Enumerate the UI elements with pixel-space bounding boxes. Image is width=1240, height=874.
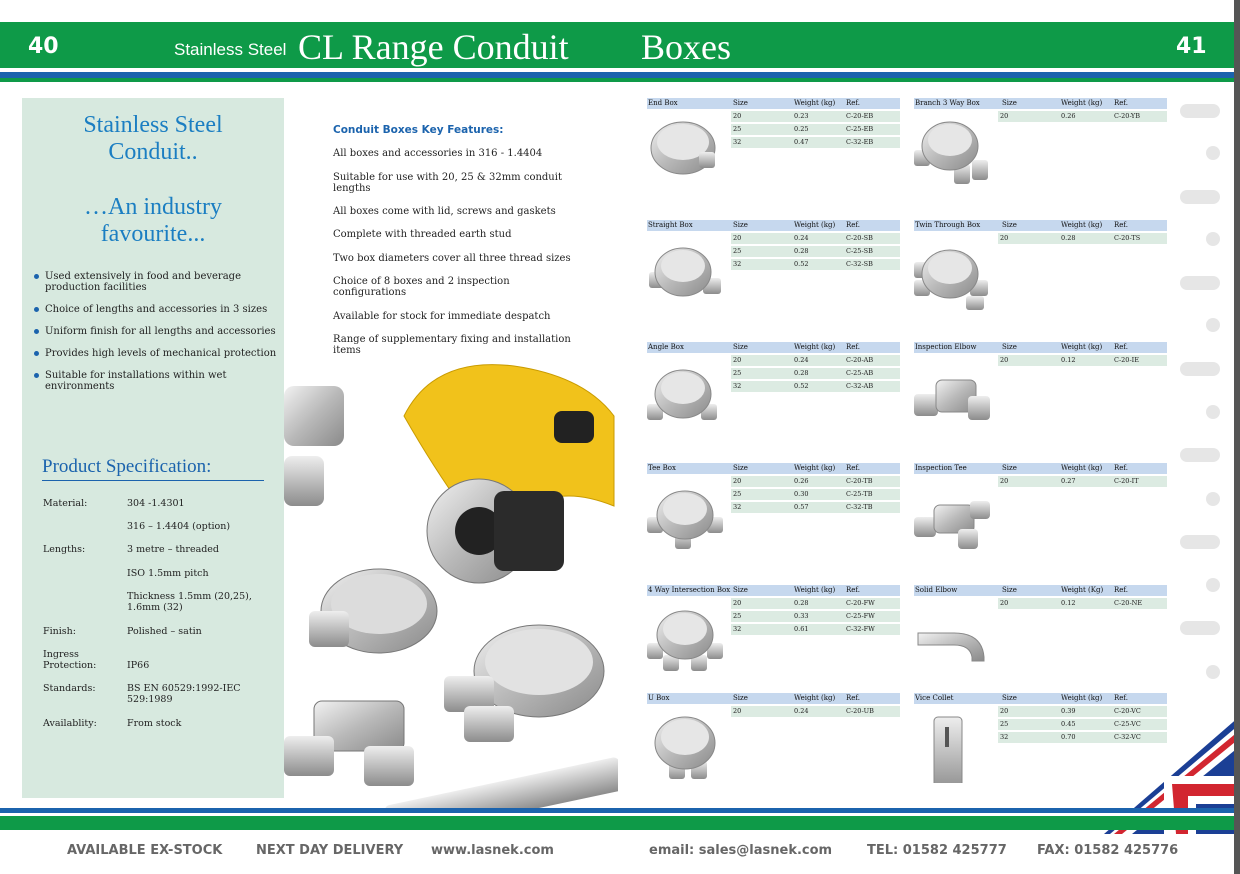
solid-elbow-image [914,599,994,675]
cell-ref: C-32-AB [846,382,874,390]
table-row [731,368,900,379]
cell-weight: 0.25 [794,125,809,133]
table-row [731,137,900,148]
feature-item: Choice of 8 boxes and 2 inspection configurations [333,276,510,298]
table-header [914,98,1167,109]
cell-weight: 0.52 [794,382,809,390]
col-weight: Weight (kg) [794,464,836,472]
page-tab [1180,621,1220,635]
cell-ref: C-32-EB [846,138,874,146]
col-size: Size [1002,694,1017,702]
left-info-panel [22,98,284,798]
table-row [731,706,900,717]
panel-heading-line: Stainless Steel [83,112,223,138]
cell-ref: C-20-AB [846,356,874,364]
cell-weight: 0.70 [1061,733,1076,741]
cell-weight: 0.24 [794,707,809,715]
product-name: Inspection Tee [915,464,967,472]
cell-ref: C-20-UB [846,707,874,715]
table-header [647,220,900,231]
spec-value-material: 304 -1.4301 [127,498,185,509]
cell-size: 20 [733,599,742,607]
inspection-tee-image [914,477,994,553]
spec-value-pitch: ISO 1.5mm pitch [127,568,209,579]
cell-weight: 0.45 [1061,720,1076,728]
spec-label-ingress: Ingress [43,649,79,660]
cell-ref: C-32-SB [846,260,873,268]
col-ref: Ref. [1114,99,1128,107]
branch-box-image [914,112,994,188]
col-ref: Ref. [1114,343,1128,351]
cell-size: 20 [733,707,742,715]
cell-weight: 0.30 [794,490,809,498]
cell-weight: 0.24 [794,356,809,364]
benefit-list [34,271,280,403]
col-size: Size [1002,464,1017,472]
cell-weight: 0.47 [794,138,809,146]
spec-value-finish: Polished – satin [127,626,202,637]
page-tab [1180,276,1220,290]
spec-label-protection: Protection: [43,660,97,671]
cell-weight: 0.28 [794,369,809,377]
page-tab [1206,232,1220,246]
col-size: Size [1002,343,1017,351]
benefit-item: Choice of lengths and accessories in 3 sizes [34,304,280,315]
col-ref: Ref. [846,343,860,351]
product-name: Twin Through Box [915,221,981,229]
table-header [914,342,1167,353]
col-ref: Ref. [846,586,860,594]
cell-ref: C-20-VC [1114,707,1141,715]
twin-through-box-image [914,234,994,310]
cell-size: 25 [733,612,742,620]
header-stripe-green [0,78,1240,82]
col-size: Size [1002,99,1017,107]
cell-size: 25 [733,369,742,377]
page-number-left: 40 [28,34,59,59]
table-row [731,476,900,487]
col-size: Size [733,694,748,702]
cell-weight: 0.12 [1061,599,1076,607]
tee-box-image [647,477,727,553]
table-header [914,220,1167,231]
page-tab [1180,448,1220,462]
footer-email-link[interactable]: email: sales@lasnek.com [649,843,833,858]
table-header [647,463,900,474]
four-way-box-image [647,599,727,675]
table-row [731,598,900,609]
cell-ref: C-20-IE [1114,356,1139,364]
spec-label-finish: Finish: [43,626,76,637]
feature-item: Suitable for use with 20, 25 & 32mm conduit lengths [333,172,562,194]
table-row [731,124,900,135]
cell-ref: C-25-VC [1114,720,1141,728]
page-tab [1206,665,1220,679]
table-row [998,355,1167,366]
table-row [998,476,1167,487]
cell-ref: C-25-SB [846,247,873,255]
col-ref: Ref. [1114,221,1128,229]
col-weight: Weight (Kg) [1061,586,1104,594]
cell-weight: 0.26 [794,477,809,485]
col-ref: Ref. [1114,464,1128,472]
vice-collet-image [914,707,994,783]
cell-size: 25 [733,247,742,255]
table-header [647,98,900,109]
benefit-item: Uniform finish for all lengths and accessories [34,326,280,337]
page-tab [1206,405,1220,419]
footer-website-link[interactable]: www.lasnek.com [431,843,554,858]
spec-label-material: Material: [43,498,88,509]
cell-size: 32 [733,138,742,146]
inspection-elbow-image [914,356,994,432]
cell-weight: 0.12 [1061,356,1076,364]
footer-stock: AVAILABLE EX-STOCK [67,843,223,858]
col-weight: Weight (kg) [1061,99,1103,107]
u-box-image [647,707,727,783]
cell-weight: 0.24 [794,234,809,242]
feature-item: Complete with threaded earth stud [333,229,512,240]
feature-item: Two box diameters cover all three thread sizes [333,253,571,264]
spec-value-lengths: 3 metre – threaded [127,544,220,555]
spec-label-lengths: Lengths: [43,544,86,555]
product-name: Solid Elbow [915,586,958,594]
col-size: Size [733,99,748,107]
col-weight: Weight (kg) [794,694,836,702]
cell-weight: 0.28 [794,599,809,607]
col-weight: Weight (kg) [794,99,836,107]
product-name: Branch 3 Way Box [915,99,980,107]
table-row [731,611,900,622]
cell-weight: 0.28 [794,247,809,255]
page-tab [1180,535,1220,549]
page-number-right: 41 [1176,34,1207,59]
benefit-item: Provides high levels of mechanical protection [34,348,280,359]
col-weight: Weight (kg) [1061,464,1103,472]
footer-band [0,816,1240,830]
cell-size: 20 [1000,707,1009,715]
header-title-boxes: Boxes [641,27,731,67]
product-group-photo [284,356,618,814]
table-row [731,502,900,513]
page-tab [1180,104,1220,118]
cell-weight: 0.57 [794,503,809,511]
feature-item: Range of supplementary fixing and installation items [333,334,571,356]
straight-box-image [647,234,727,310]
cell-size: 32 [733,503,742,511]
cell-size: 25 [733,125,742,133]
col-ref: Ref. [846,99,860,107]
cell-weight: 0.23 [794,112,809,120]
product-name: Angle Box [648,343,684,351]
table-row [731,111,900,122]
cell-ref: C-25-TB [846,490,873,498]
cell-weight: 0.39 [1061,707,1076,715]
spec-value-thickness: Thickness 1.5mm (20,25), 1.6mm (32) [127,591,252,613]
cell-ref: C-20-EB [846,112,874,120]
cell-ref: C-32-VC [1114,733,1141,741]
table-header [647,693,900,704]
feature-item: Available for stock for immediate despatch [333,311,551,322]
product-name: Inspection Elbow [915,343,977,351]
table-row [731,233,900,244]
cell-ref: C-32-FW [846,625,875,633]
spec-title: Product Specification: [42,456,264,481]
page-tab [1180,190,1220,204]
table-header [914,585,1167,596]
table-row [998,111,1167,122]
cell-ref: C-25-EB [846,125,874,133]
cell-weight: 0.33 [794,612,809,620]
features-title: Conduit Boxes Key Features: [333,124,504,136]
footer-fax: FAX: 01582 425776 [1037,843,1179,858]
table-header [647,342,900,353]
col-ref: Ref. [1114,694,1128,702]
cell-weight: 0.26 [1061,112,1076,120]
col-size: Size [733,343,748,351]
end-box-image [647,112,727,188]
page-tab [1206,492,1220,506]
col-weight: Weight (kg) [794,586,836,594]
table-header [914,693,1167,704]
product-name: Straight Box [648,221,693,229]
spec-label-availability: Availablity: [43,718,97,729]
cell-size: 20 [1000,477,1009,485]
panel-heading-conduit [22,112,284,166]
header-title: CL Range Conduit [298,27,569,67]
cell-size: 32 [733,382,742,390]
cell-weight: 0.52 [794,260,809,268]
table-header [647,585,900,596]
col-size: Size [1002,221,1017,229]
col-weight: Weight (kg) [1061,694,1103,702]
page-edge [1234,0,1240,874]
spec-value-availability: From stock [127,718,182,729]
col-ref: Ref. [846,464,860,472]
cell-size: 20 [1000,112,1009,120]
cell-ref: C-32-TB [846,503,873,511]
page-tab [1206,146,1220,160]
product-name: U Box [648,694,670,702]
col-ref: Ref. [846,694,860,702]
cell-size: 25 [1000,720,1009,728]
col-size: Size [733,221,748,229]
cell-size: 32 [733,625,742,633]
table-row [731,624,900,635]
col-size: Size [1002,586,1017,594]
page-tab [1206,578,1220,592]
table-row [731,381,900,392]
cell-weight: 0.61 [794,625,809,633]
feature-item: All boxes and accessories in 316 - 1.4404 [333,148,543,159]
cell-ref: C-20-YB [1114,112,1140,120]
table-row [731,355,900,366]
col-weight: Weight (kg) [794,343,836,351]
panel-heading-favourite [22,194,284,248]
header-subtitle: Stainless Steel [174,40,287,59]
cell-size: 20 [733,112,742,120]
page-tab [1206,318,1220,332]
cell-size: 20 [1000,599,1009,607]
cell-size: 32 [1000,733,1009,741]
table-row [998,233,1167,244]
spec-value-ip: IP66 [127,660,150,671]
cell-weight: 0.28 [1061,234,1076,242]
cell-size: 20 [733,477,742,485]
col-size: Size [733,464,748,472]
col-weight: Weight (kg) [1061,221,1103,229]
product-name: Tee Box [648,464,676,472]
cell-size: 20 [733,234,742,242]
cell-ref: C-20-IT [1114,477,1139,485]
page-tab [1180,362,1220,376]
panel-heading-line: favourite... [100,221,206,247]
table-row [731,246,900,257]
col-weight: Weight (kg) [1061,343,1103,351]
cell-size: 25 [733,490,742,498]
footer-telephone: TEL: 01582 425777 [867,843,1007,858]
cell-ref: C-20-TB [846,477,873,485]
col-size: Size [733,586,748,594]
col-ref: Ref. [1114,586,1128,594]
product-name: Vice Collet [915,694,954,702]
cell-ref: C-20-TS [1114,234,1141,242]
spec-value-material-option: 316 – 1.4404 (option) [127,521,231,532]
spec-value-standards: BS EN 60529:1992-IEC 529:1989 [127,683,241,705]
cell-ref: C-25-AB [846,369,874,377]
product-name: End Box [648,99,678,107]
benefit-item: Suitable for installations within wet environments [34,370,280,392]
benefit-item: Used extensively in food and beverage production facilities [34,271,280,293]
col-weight: Weight (kg) [794,221,836,229]
panel-heading-line: Conduit.. [108,139,198,165]
cell-ref: C-20-FW [846,599,875,607]
table-row [731,489,900,500]
cell-ref: C-20-SB [846,234,873,242]
footer-delivery: NEXT DAY DELIVERY [256,843,404,858]
cell-weight: 0.27 [1061,477,1076,485]
cell-size: 20 [1000,356,1009,364]
cell-ref: C-20-NE [1114,599,1143,607]
panel-heading-line: …An industry [84,194,222,220]
spec-label-standards: Standards: [43,683,96,694]
cell-size: 20 [1000,234,1009,242]
table-header [914,463,1167,474]
col-ref: Ref. [846,221,860,229]
table-row [731,259,900,270]
cell-size: 20 [733,356,742,364]
cell-ref: C-25-FW [846,612,875,620]
table-row [998,598,1167,609]
angle-box-image [647,356,727,432]
product-name: 4 Way Intersection Box [648,586,731,594]
feature-item: All boxes come with lid, screws and gaskets [333,206,556,217]
cell-size: 32 [733,260,742,268]
